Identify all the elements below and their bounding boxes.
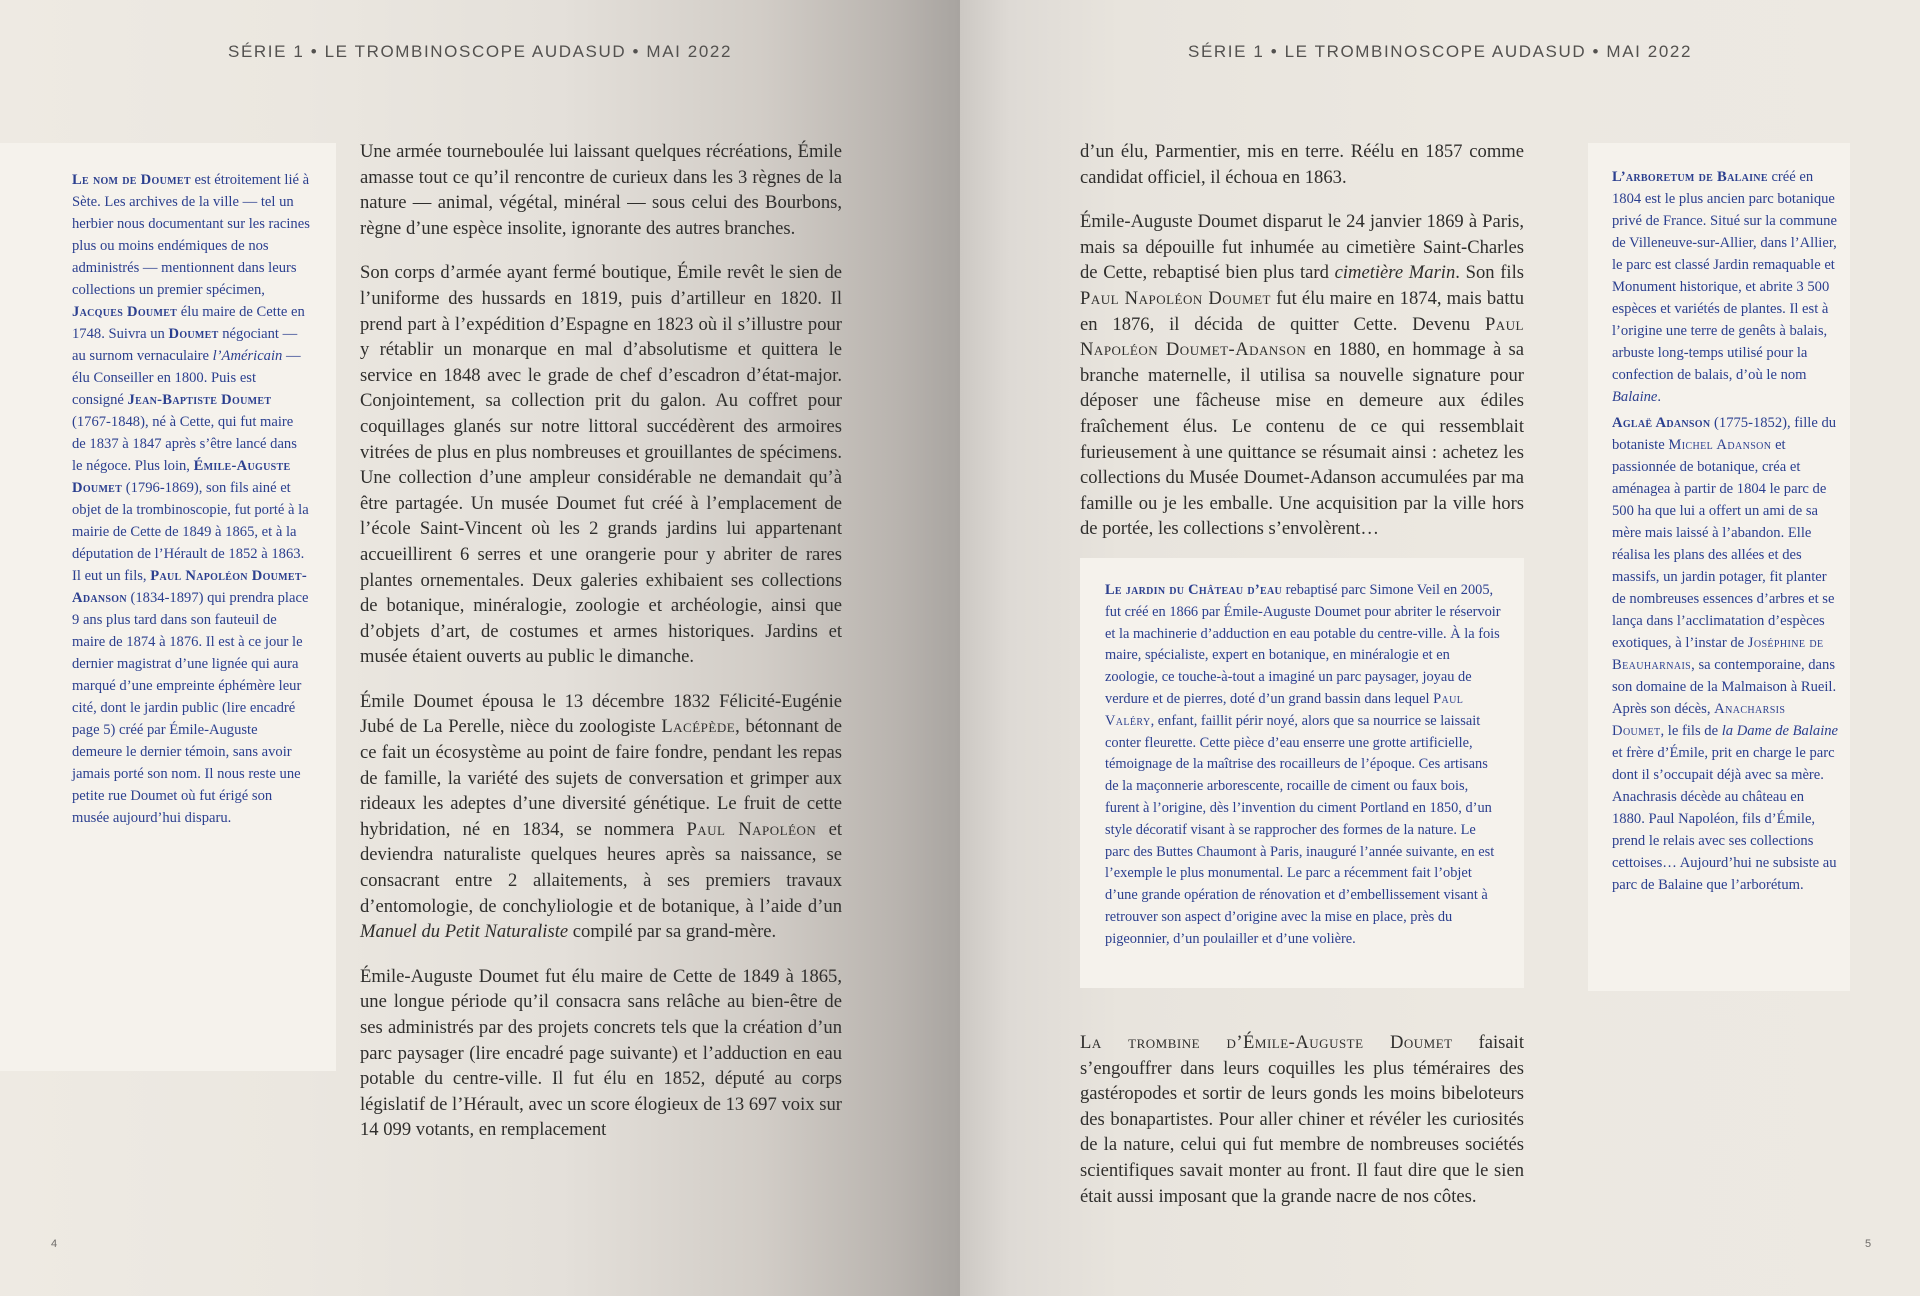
left-body-column xyxy=(360,139,842,1162)
page-number-right: 5 xyxy=(1865,1238,1872,1250)
paragraph: Son corps d’armée ayant fermé boutique, Émile revêt le sien de l’uniforme des hussards en 1819, puis d’artilleur en 1820. Il prend part à l’expédition d’Espagne en 1823 où il s’illustre pour y rétablir un monarque en mal d’absolutisme et quittera le service en 1848 avec le grade de chef d’escadron d’état-major. Conjointement, sa collection prit du galon. Au coffret pour coquillages glanés sur notre littoral succédèrent des armoires vitrées de plus en plus nombreuses et grouillantes de spécimens. Une collection d’une ampleur considérable ne demandait qu’à être partagée. Un musée Doumet fut créé à l’emplacement de l’école Saint-Vincent où les 2 grands jardins lui appartenant accueillirent 6 serres et une orangerie pour y abriter de rares plantes ornementales. Deux galeries exhibaient ses collections de botanique, minéralogie, zoologie et archéologie, ainsi que d’objets d’art, de costumes et armes historiques. Jardins et musée étaient ouverts au public le dimanche. xyxy=(360,262,842,668)
right-page xyxy=(960,0,1920,1296)
doumet-name-sidebar xyxy=(0,143,336,1071)
page-number-left: 4 xyxy=(51,1238,58,1250)
running-head-right: SÉRIE 1 • LE TROMBINOSCOPE AUDASUD • MAI 2022 xyxy=(1188,42,1692,61)
paragraph: Une armée tourneboulée lui laissant quelques récréations, Émile amasse tout ce qu’il rencontre de curieux dans les 3 règnes de la nature — animal, végétal, minéral — sous celui des Bourbons, règne d’une espèce insolite, ignorante des autres branches. xyxy=(360,141,842,239)
chateau-eau-box xyxy=(1080,558,1524,988)
doumet-name-sidebar-text: Le nom de Doumet est étroitement lié à Sète. Les archives de la ville — tel un herbier nous documentant sur les racines plus ou moins endémiques de nos administrés — mentionnent dans leurs collections un premier spécimen, Jacques Doumet élu maire de Cette en 1748. Suivra un Doumet négociant — au surnom vernaculaire l’Américain — élu Conseiller en 1800. Puis est consigné Jean-Baptiste Doumet (1767-1848), né à Cette, qui fut maire de 1837 à 1847 après s’être lancé dans le négoce. Plus loin, Émile-Auguste Doumet (1796-1869), son fils ainé et objet de la trombinoscopie, fut porté à la mairie de Cette de 1849 à 1865, et à la députation de l’Hérault de 1852 à 1863. Il eut un fils, Paul Napoléon Doumet-Adanson (1834-1897) qui prendra place 9 ans plus tard dans son fauteuil de maire de 1874 à 1876. Il est à ce jour le dernier magistrat d’une lignée qui aura marqué d’une empreinte éphémère leur cité, dont le jardin public (lire encadré page 5) créé par Émile-Auguste demeure le dernier témoin, sans avoir jamais porté son nom. Il nous reste une petite rue Doumet où fut érigé son musée aujourd’hui disparu. xyxy=(72,172,310,826)
paragraph: Émile Doumet épousa le 13 décembre 1832 Félicité-Eugénie Jubé de La Perelle, nièce du zoologiste Lacépède, bétonnant de ce fait un écosystème au point de faire fondre, pendant les repas de famille, la variété des sujets de conversation et grimper aux rideaux les adeptes d’une diversité génétique. Le fruit de cette hybridation, né en 1834, se nommera Paul Napoléon et deviendra naturaliste quelques heures après sa naissance, se consacrant entre 2 allaitements, à ses premiers travaux d’entomologie, de conchyliologie et de botanique, à l’aide d’un Manuel du Petit Naturaliste compilé par sa grand-mère. xyxy=(360,690,842,943)
running-head-left: SÉRIE 1 • LE TROMBINOSCOPE AUDASUD • MAI 2022 xyxy=(228,42,732,61)
box-lead: Le jardin du Château d’eau xyxy=(1105,582,1282,598)
chateau-eau-box-text: Le jardin du Château d’eau rebaptisé parc Simone Veil en 2005, fut créé en 1866 par Émile-Auguste Doumet pour abriter le réservoir et la machinerie d’adduction en eau potable du centre-ville. À la fois maire, spécialiste, expert en botanique, en minéralogie et en zoologie, ce touche-à-tout a imaginé un parc paysager, joyau de verdure et de pierres, doté d’un grand bassin dans lequel Paul Valéry, enfant, faillit périr noyé, alors que sa nourrice se laissait conter fleurette. Cette pièce d’eau enserre une grotte artificielle, témoignage de la maîtrise des rocailleurs de l’époque. Ces artisans de la maçonnerie arborescente, rocaille de ciment ou faux bois, furent à l’origine, dès l’invention du ciment Portland en 1850, d’un style décoratif visant à se rapprocher des formes de la nature. Le parc des Buttes Chaumont à Paris, inauguré l’année suivante, en est l’exemple le plus monumental. Le parc a récemment fait l’objet d’une grande opération de rénovation et d’embellissement visant à retrouver son aspect d’origine avec la mise en place, près du pigeonnier, d’un poulailler et d’une volière. xyxy=(1105,582,1501,947)
right-body-column-top xyxy=(1080,139,1524,561)
paragraph: Émile-Auguste Doumet disparut le 24 janvier 1869 à Paris, mais sa dépouille fut inhumée au cimetière Saint-Charles de Cette, rebaptisé bien plus tard cimetière Marin. Son fils Paul Napoléon Doumet fut élu maire en 1874, mais battu en 1876, il décida de quitter Cette. Devenu Paul Napoléon Doumet-Adanson en 1880, en hommage à sa branche maternelle, il utilisa sa nouvelle signature pour déposer une fâcheuse mise en demeure aux édiles fraîchement élus. Le contenu de ce qui ressemblait furieusement à une quittance se résumait ainsi : achetez les collections du Musée Doumet-Adanson accumulées par ma famille ou je les emballe. Une acquisition par la ville hors de portée, les collections s’envolèrent… xyxy=(1080,211,1525,540)
paragraph: Émile-Auguste Doumet fut élu maire de Cette de 1849 à 1865, une longue période qu’il consacra sans relâche au bien-être de ses administrés par des projets concrets tels que la création d’un parc paysager (lire encadré page suivante) et l’adduction en eau potable du centre-ville. Il fut élu en 1852, député au corps législatif de l’Hérault, avec un score élogieux de 13 697 voix sur 14 099 votants, en remplacement xyxy=(360,965,842,1141)
right-body-column-bottom xyxy=(1080,1030,1524,1228)
balaine-sidebar-text-1: L’arboretum de Balaine créé en 1804 est le plus ancien parc botanique privé de France. Situé sur la commune de Villeneuve-sur-Allier, dans l’Allier, le parc est classé Jardin remaquable et Monument historique, et abrite 3 500 espèces et variétés de plantes. Il est à l’origine une terre de genêts à balais, arbuste long-temps utilisé pour la confection de balais, d’où le nom Balaine. xyxy=(1612,169,1837,405)
balaine-sidebar xyxy=(1588,143,1850,991)
sidebar-lead: Le nom de Doumet xyxy=(72,172,191,188)
paragraph: d’un élu, Parmentier, mis en terre. Réélu en 1857 comme candidat officiel, il échoua en 1863. xyxy=(1080,141,1524,188)
paragraph: La trombine d’Émile-Auguste Doumet faisait s’engouffrer dans leurs coquilles les plus téméraires des gastéropodes et sortir de leurs gonds les moins bibeloteurs des bonapartistes. Pour aller chiner et révéler les curiosités de la nature, celui qui fut membre de nombreuses sociétés scientifiques savait monter au front. Il faut dire que le sien était aussi imposant que la grande nacre de nos côtes. xyxy=(1080,1032,1524,1207)
balaine-sidebar-text-2: Aglaë Adanson (1775-1852), fille du botaniste Michel Adanson et passionnée de botanique, créa et aménagea à partir de 1804 le parc de 500 ha que lui a offert un ami de sa mère mais laissé à l’abandon. Elle réalisa les plans des allées et des massifs, un jardin potager, fit planter de nombreuses essences d’arbres et se lança dans l’acclimatation d’espèces exotiques, à l’instar de Joséphine de Beauharnais, sa contemporaine, dans son domaine de la Malmaison à Rueil. Après son décès, Anacharsis Doumet, le fils de la Dame de Balaine et frère d’Émile, prit en charge le parc dont il s’occupait déjà avec sa mère. Anachrasis décède au château en 1880. Paul Napoléon, fils d’Émile, prend le relais avec ses collections cettoises… Aujourd’hui ne subsiste au parc de Balaine que l’arborétum. xyxy=(1612,415,1839,893)
